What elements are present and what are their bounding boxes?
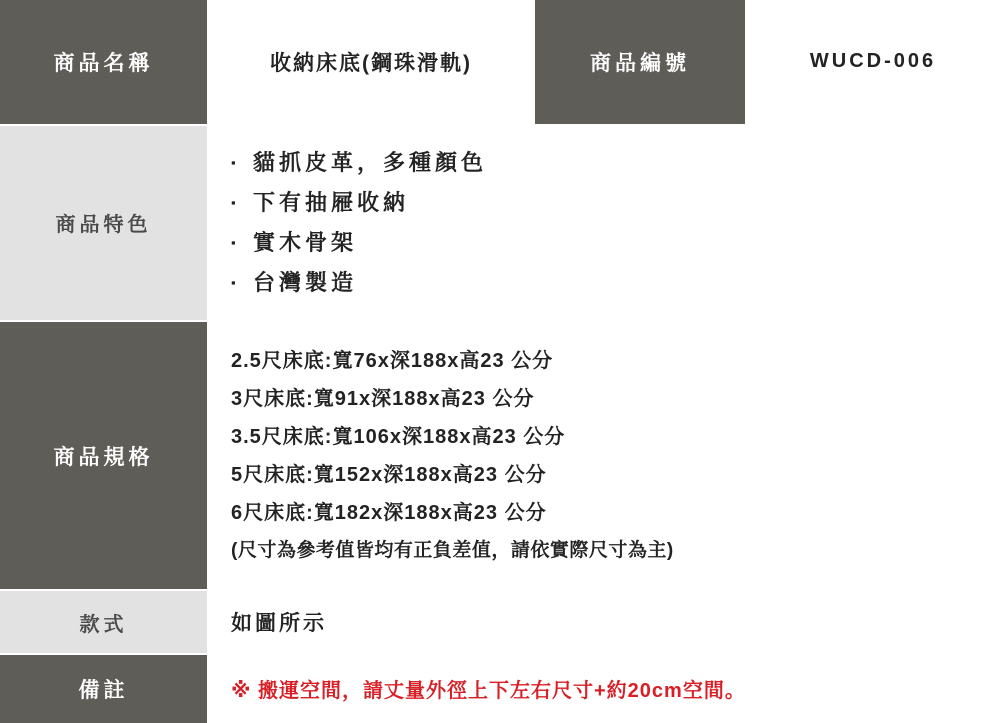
value-product-spec [207, 321, 1001, 590]
feature-list [207, 143, 1001, 303]
list-item: 3尺床底:寬91x深188x高23 公分 [231, 387, 535, 410]
table-row-product-name [0, 0, 1001, 125]
label-product-spec: 商品規格 [0, 321, 207, 590]
list-item: 5尺床底:寬152x深188x高23 公分 [231, 463, 547, 486]
list-item: ▪ 實木骨架 [231, 223, 1001, 263]
list-item-note: (尺寸為參考值皆均有正負差值，請依實際尺寸為主) [231, 539, 674, 561]
label-style: 款式 [0, 590, 207, 653]
list-item: ▪ 台灣製造 [231, 263, 1001, 303]
table-row-style [0, 590, 1001, 653]
spec-list [207, 342, 1001, 570]
table-row-features [0, 125, 1001, 322]
list-item: ▪ 貓抓皮革，多種顏色 [231, 143, 1001, 183]
style-text: 如圖所示 [231, 612, 327, 636]
table-row-specifications [0, 321, 1001, 590]
value-product-code: WUCD-006 [745, 0, 1001, 125]
remark-text: ※ 搬運空間，請丈量外徑上下左右尺寸+約20cm空間。 [231, 680, 746, 703]
label-remark: 備註 [0, 654, 207, 723]
value-product-name: 收納床底(鋼珠滑軌) [207, 0, 535, 125]
label-product-name: 商品名稱 [0, 0, 207, 125]
value-remark [207, 654, 1001, 723]
label-product-code: 商品編號 [535, 0, 745, 125]
list-item: ▪ 下有抽屜收納 [231, 183, 1001, 223]
table-row-remark [0, 654, 1001, 723]
label-product-features: 商品特色 [0, 125, 207, 322]
list-item: 3.5尺床底:寬106x深188x高23 公分 [231, 425, 566, 448]
list-item: 2.5尺床底:寬76x深188x高23 公分 [231, 349, 554, 372]
value-style [207, 590, 1001, 653]
value-product-features [207, 125, 1001, 322]
list-item: 6尺床底:寬182x深188x高23 公分 [231, 501, 547, 524]
